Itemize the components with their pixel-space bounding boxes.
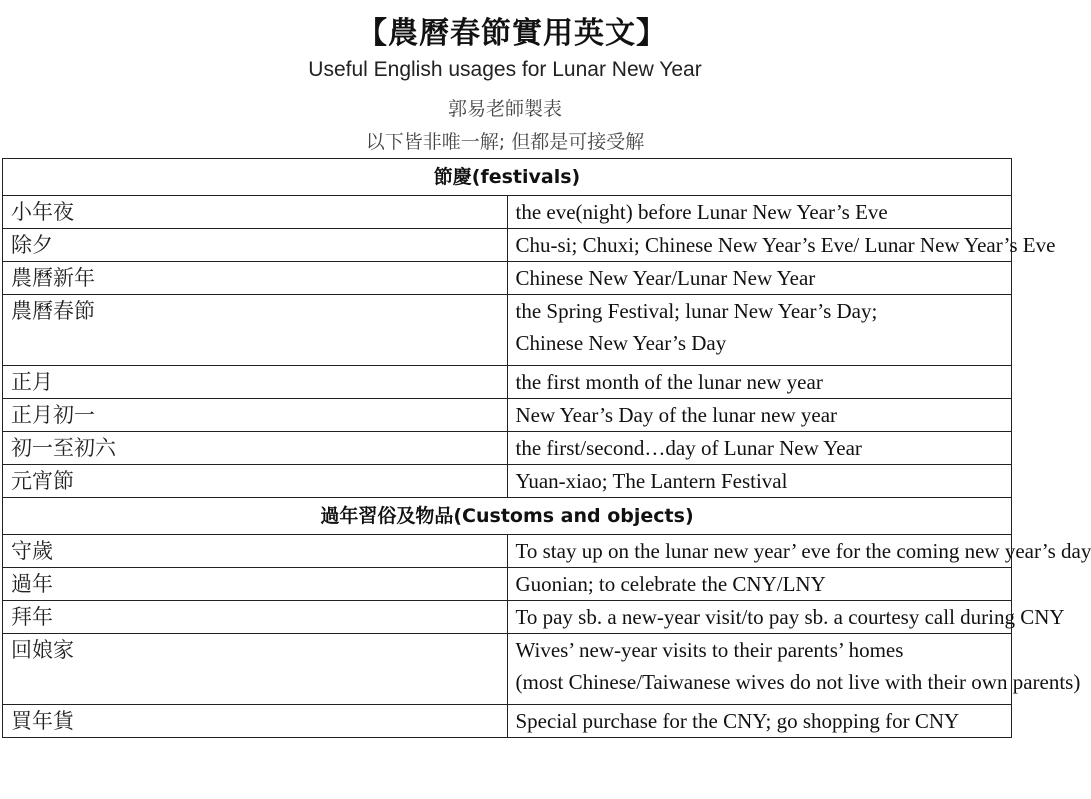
author-credit: 郭易老師製表 [447, 98, 562, 120]
page-title: 【農曆春節實用英文】 [357, 16, 667, 51]
table-row [3, 568, 1012, 601]
section-header-row [3, 498, 1012, 535]
translation-line: Chinese New Year/Lunar New Year [515, 266, 816, 290]
chinese-term: 過年 [3, 568, 508, 601]
translation-line: Special purchase for the CNY; go shopping for CNY [515, 709, 960, 733]
english-translation [507, 399, 1012, 432]
chinese-term: 守歲 [3, 535, 508, 568]
table-row [3, 634, 1012, 705]
english-translation [507, 568, 1012, 601]
translation-line: To pay sb. a new-year visit/to pay sb. a courtesy call during CNY [515, 605, 1065, 629]
table-row [3, 399, 1012, 432]
translation-line: Guonian; to celebrate the CNY/LNY [515, 572, 826, 596]
table-row [3, 535, 1012, 568]
section-header-row [3, 159, 1012, 196]
chinese-term: 正月初一 [3, 399, 508, 432]
table-row [3, 705, 1012, 738]
chinese-term: 買年貨 [3, 705, 508, 738]
english-translation [507, 366, 1012, 399]
section-heading: 節慶(festivals) [3, 159, 1012, 196]
chinese-term: 農曆春節 [3, 295, 508, 366]
english-translation [507, 295, 1012, 366]
table-row [3, 262, 1012, 295]
english-translation [507, 229, 1056, 262]
section-heading: 過年習俗及物品(Customs and objects) [3, 498, 1012, 535]
translation-line: the Spring Festival; lunar New Year’s Day; [515, 299, 878, 323]
chinese-term: 拜年 [3, 601, 508, 634]
english-translation [507, 432, 1012, 465]
disclaimer-note: 以下皆非唯一解; 但都是可接受解 [365, 131, 645, 153]
table-row [3, 366, 1012, 399]
translation-line: New Year’s Day of the lunar new year [515, 403, 838, 427]
table-row [3, 229, 1012, 262]
english-translation [507, 535, 1091, 568]
chinese-term: 初一至初六 [3, 432, 508, 465]
translation-line: the first/second…day of Lunar New Year [515, 436, 862, 460]
translation-line: Chinese New Year’s Day [515, 331, 727, 355]
english-translation [507, 196, 1012, 229]
english-translation [507, 262, 1012, 295]
translation-line: To stay up on the lunar new year’ eve for the coming new year’s day [515, 539, 1091, 563]
english-translation [507, 465, 1012, 498]
translation-line: Wives’ new-year visits to their parents’ homes [515, 638, 904, 662]
table-row [3, 432, 1012, 465]
translation-line: Chu-si; Chuxi; Chinese New Year’s Eve/ Lunar New Year’s Eve [515, 233, 1056, 257]
english-translation [507, 705, 1012, 738]
english-translation [507, 634, 1081, 705]
chinese-term: 回娘家 [3, 634, 508, 705]
table-row [3, 465, 1012, 498]
translation-line: (most Chinese/Taiwanese wives do not live with their own parents) [515, 670, 1081, 694]
table-row [3, 295, 1012, 366]
vocabulary-table [2, 158, 1091, 738]
translation-line: Yuan-xiao; The Lantern Festival [515, 469, 788, 493]
chinese-term: 農曆新年 [3, 262, 508, 295]
table-row [3, 601, 1012, 634]
translation-line: the eve(night) before Lunar New Year’s Eve [515, 200, 888, 224]
chinese-term: 元宵節 [3, 465, 508, 498]
chinese-term: 正月 [3, 366, 508, 399]
translation-line: the first month of the lunar new year [515, 370, 823, 394]
page-subtitle: Useful English usages for Lunar New Year [308, 58, 702, 81]
chinese-term: 除夕 [3, 229, 508, 262]
chinese-term: 小年夜 [3, 196, 508, 229]
english-translation [507, 601, 1065, 634]
table-row [3, 196, 1012, 229]
